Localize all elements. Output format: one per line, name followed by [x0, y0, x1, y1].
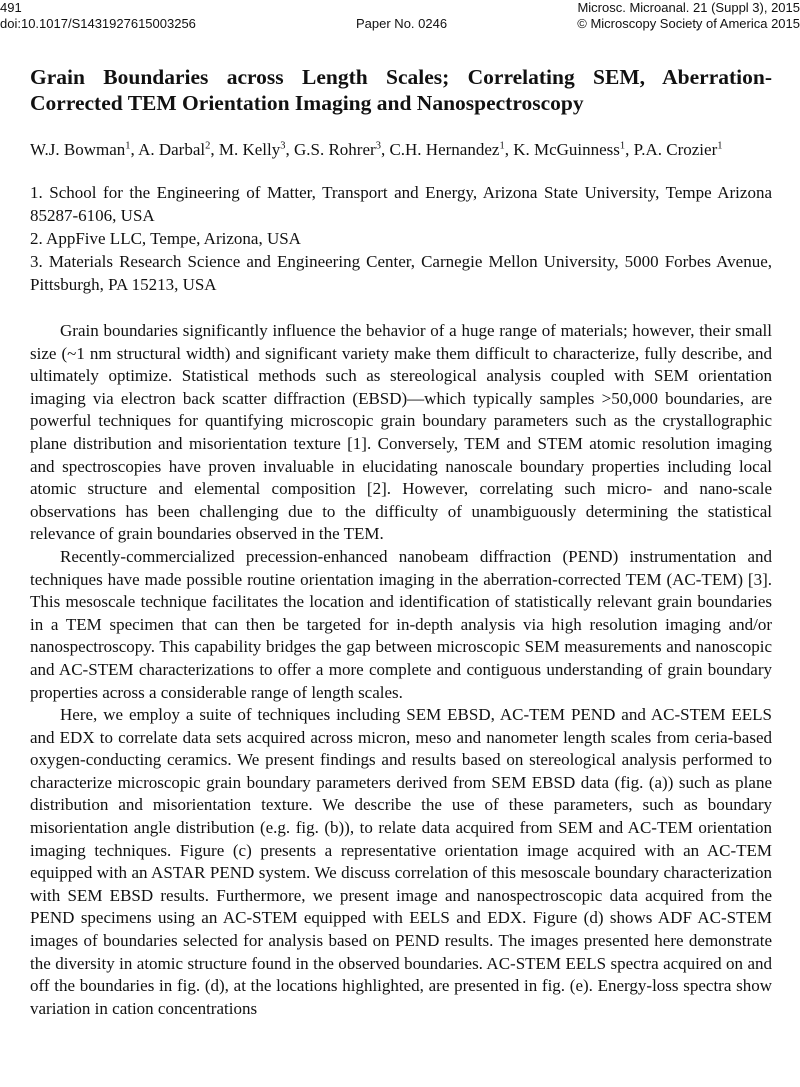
author-affiliation-mark: 3 [375, 140, 381, 152]
author-name: G.S. Rohrer [293, 140, 376, 159]
author [513, 140, 633, 159]
author-separator: , [625, 140, 634, 159]
author [294, 140, 389, 159]
author-affiliation-mark: 1 [619, 140, 626, 152]
author-list [30, 138, 772, 161]
author-name: A. Darbal [138, 140, 206, 159]
author-name: C.H. Hernandez [389, 140, 500, 159]
author [138, 140, 219, 159]
author-affiliation-mark: 1 [717, 140, 723, 152]
author-affiliation-mark: 1 [499, 140, 505, 152]
copyright: © Microscopy Society of America 2015 [577, 16, 800, 31]
doi: doi:10.1017/S1431927615003256 [0, 16, 196, 31]
author [634, 140, 723, 159]
author-affiliation-mark: 2 [205, 140, 211, 152]
affiliation: 3. Materials Research Science and Engineering Center, Carnegie Mellon University, 5000 Forbes Avenue, Pittsburgh, PA 15213, USA [30, 252, 772, 294]
author [389, 140, 513, 159]
author-name: K. McGuinness [513, 140, 620, 159]
author-affiliation-mark: 1 [125, 140, 131, 152]
author-separator: , [210, 140, 219, 159]
author-separator: , [380, 140, 390, 159]
author-separator: , [130, 140, 139, 159]
page-number: 491 [0, 0, 22, 15]
affiliation-list [30, 181, 772, 296]
author-name: M. Kelly [218, 140, 281, 159]
paper-content [30, 64, 772, 1020]
body-paragraph: Grain boundaries significantly influence the behavior of a huge range of materials; however, their small size (~1 nm structural width) and significant variety make them difficult to characterize, fully describe, and ultimately optimize. Statistical methods such as stereological analysis coupled with SEM orientation imaging via electron back scatter diffraction (EBSD)—which typically samples >50,000 boundaries, are powerful techniques for quantifying microscopic grain boundary parameters such as the crystallographic plane distribution and misorientation texture [1]. Conversely, TEM and STEM atomic resolution imaging and spectroscopies have proven invaluable in elucidating nanoscale boundary properties including local atomic structure and elemental composition [2]. However, correlating such micro- and nano-scale observations has been challenging due to the difficulty of unambiguously determining the statistical relevance of grain boundaries observed in the TEM. [30, 321, 772, 544]
paper-number: Paper No. 0246 [356, 16, 448, 31]
author-separator: , [504, 140, 514, 159]
author-name: P.A. Crozier [633, 140, 718, 159]
paper-title: Grain Boundaries across Length Scales; Correlating SEM, Aberration-Corrected TEM Orientation Imaging and Nanospectroscopy [30, 65, 772, 115]
body-paragraph: Recently-commercialized precession-enhanced nanobeam diffraction (PEND) instrumentation and techniques have made possible routine orientation imaging in the aberration-corrected TEM (AC-TEM) [3]. This mesoscale technique facilitates the location and identification of statistically relevant grain boundaries in a TEM specimen that can then be targeted for in-depth analysis via high resolution imaging and/or nanospectroscopy. This capability bridges the gap between microscopic SEM measurements and nanoscopic and AC-STEM characterizations to offer a more complete and contiguous understanding of grain boundary properties across a considerable range of length scales. [30, 546, 772, 702]
affiliation: 2. AppFive LLC, Tempe, Arizona, USA [30, 229, 301, 248]
affiliation: 1. School for the Engineering of Matter, Transport and Energy, Arizona State University, Tempe Arizona 85287-6106, USA [30, 183, 772, 225]
author [219, 140, 294, 159]
author [30, 140, 138, 159]
author-affiliation-mark: 3 [280, 140, 286, 152]
body-paragraph: Here, we employ a suite of techniques including SEM EBSD, AC-TEM PEND and AC-STEM EELS and EDX to correlate data sets acquired across micron, meso and nanometer length scales from ceria-based oxygen-conducting ceramics. We present findings and results based on stereological analysis performed to characterize microscopic grain boundary parameters derived from SEM EBSD data (fig. (a)) such as plane distribution and misorientation texture. We describe the use of these parameters, such as boundary misorientation angle distribution (e.g. fig. (b)), to relate data acquired from SEM and AC-TEM orientation imaging techniques. Figure (c) presents a representative orientation image acquired with an AC-TEM equipped with an ASTAR PEND system. We discuss correlation of this mesoscale boundary characterization with SEM EBSD results. Furthermore, we present image and nanospectroscopic data acquired from the PEND specimens using an AC-STEM equipped with EELS and EDX. Figure (d) shows ADF AC-STEM images of boundaries selected for analysis based on PEND results. The images presented here demonstrate the diversity in atomic structure found in the observed boundaries. AC-STEM EELS spectra acquired on and off the boundaries in fig. (d), at the locations highlighted, are presented in fig. (e). Energy-loss spectra show variation in cation concentrations [30, 705, 772, 1018]
author-separator: , [285, 140, 294, 159]
journal-citation: Microsc. Microanal. 21 (Suppl 3), 2015 [577, 0, 800, 15]
body-text [30, 320, 772, 1020]
author-name: W.J. Bowman [30, 140, 126, 159]
